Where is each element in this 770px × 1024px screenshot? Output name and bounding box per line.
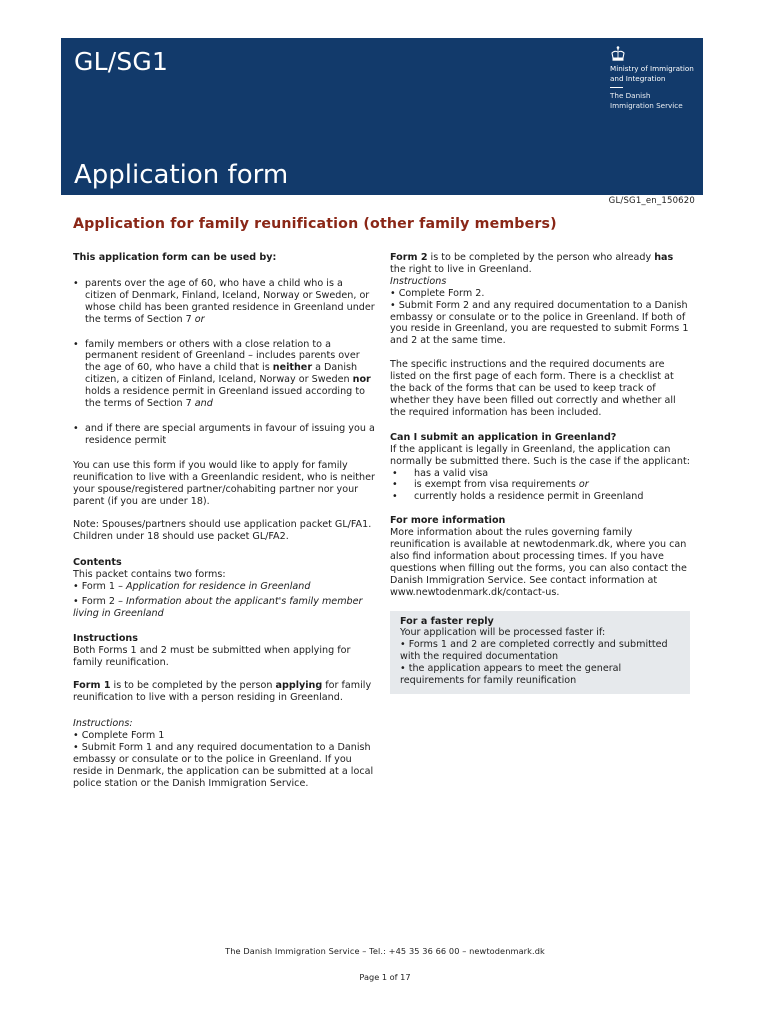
submit-heading: Can I submit an application in Greenland?: [390, 431, 617, 443]
note-paragraph: Note: Spouses/partners should use application packet GL/FA1. Children under 18 should use packet GL/FA2.: [73, 519, 372, 543]
list-item: • is exempt from visa requirements or: [390, 479, 690, 491]
logo-divider: [610, 87, 623, 88]
document-title: Application for family reunification (other family members): [73, 216, 557, 232]
header-banner: [61, 38, 703, 195]
faster-reply-item: • Forms 1 and 2 are completed correctly and submitted with the required documentation: [400, 639, 668, 663]
form2-instruction-2: • Submit Form 2 and any required documentation to a Danish embassy or consulate or to the police in Greenland. If both of you reside in Greenland, you are requested to submit Forms 1 and 2 at the same time.: [390, 299, 689, 347]
form1-instruction-1: • Complete Form 1: [73, 730, 165, 742]
form1-paragraph: Form 1 is to be completed by the person applying for family reunification to live with a person residing in Greenland.: [73, 680, 372, 704]
crown-icon: [611, 46, 625, 62]
list-item: • and if there are special arguments in favour of issuing you a residence permit: [73, 423, 375, 447]
list-item: • currently holds a residence permit in Greenland: [390, 491, 690, 503]
contents-intro: This packet contains two forms:: [73, 569, 226, 581]
faster-reply-heading: For a faster reply: [400, 615, 494, 627]
submit-conditions-list: [390, 468, 690, 504]
right-column: [390, 252, 690, 694]
contents-form1: • Form 1 – Application for residence in Greenland: [73, 581, 311, 593]
faster-reply-intro: Your application will be processed faster if:: [400, 627, 606, 639]
ministry-name: Ministry of Immigration and Integration: [610, 64, 694, 83]
submit-text: If the applicant is legally in Greenland, the application can normally be submitted there. Such is the case if the applicant:: [390, 443, 690, 467]
usage-heading: This application form can be used by:: [73, 252, 277, 263]
list-item: • parents over the age of 60, who have a child who is a citizen of Denmark, Finland, Iceland, Norway or Sweden, or whose child has been granted residence in Greenland under the terms of Section 7 or: [73, 278, 375, 326]
contents-form2: • Form 2 – Information about the applicant's family member living in Greenland: [73, 595, 363, 619]
contents-heading: Contents: [73, 557, 122, 569]
list-item: • family members or others with a close relation to a permanent resident of Greenland – includes parents over the age of 60, who have a child that is neither a Danish citizen, a citizen of Finland, Iceland, Norway or Sweden nor holds a residence permit in Greenland issued according to the terms of Section 7 and: [73, 339, 375, 410]
form-reference-code: GL/SG1_en_150620: [608, 196, 695, 206]
more-info-text: More information about the rules governing family reunification is available at newtodenmark.dk, where you can also find information about processing times. If you have questions when filling out the forms, you can also contact the Danish Immigration Service. See contact information at www.newtodenmark.dk/contact-us.: [390, 527, 687, 598]
form2-paragraph: Form 2 is to be completed by the person who already has the right to live in Greenland.: [390, 252, 674, 275]
faster-reply-box: [390, 611, 690, 694]
footer-contact: The Danish Immigration Service – Tel.: +45 35 36 66 00 – newtodenmark.dk: [225, 946, 545, 956]
form1-instructions-label: Instructions:: [73, 718, 133, 730]
list-item: • has a valid visa: [390, 468, 690, 480]
form2-instruction-1: • Complete Form 2.: [390, 287, 485, 299]
faster-reply-item: • the application appears to meet the general requirements for family reunification: [400, 663, 622, 687]
form-code: GL/SG1: [74, 47, 169, 76]
page-number: Page 1 of 17: [359, 972, 411, 982]
instructions-heading: Instructions: [73, 632, 138, 644]
usage-list: [73, 278, 375, 447]
service-name: The Danish Immigration Service: [610, 91, 683, 110]
form2-instructions-label: Instructions: [390, 275, 447, 287]
left-column: [73, 252, 375, 790]
more-info-heading: For more information: [390, 515, 506, 527]
page-title: Application form: [74, 160, 289, 190]
specific-instructions-paragraph: The specific instructions and the required documents are listed on the first page of each form. There is a checklist at the back of the forms that can be used to keep track of whether they have been filled out correctly and whether all the required information has been included.: [390, 359, 676, 418]
use-paragraph: You can use this form if you would like to apply for family reunification to live with a Greenlandic resident, who is neither your spouse/registered partner/cohabiting partner nor your parent (if you are under 18).: [73, 459, 375, 507]
ministry-logo: [610, 46, 700, 110]
instructions-text: Both Forms 1 and 2 must be submitted when applying for family reunification.: [73, 644, 351, 668]
form1-instruction-2: • Submit Form 1 and any required documentation to a Danish embassy or consulate or to the police in Greenland. If you reside in Denmark, the application can be submitted at a local police station or the Danish Immigration Service.: [73, 742, 374, 789]
